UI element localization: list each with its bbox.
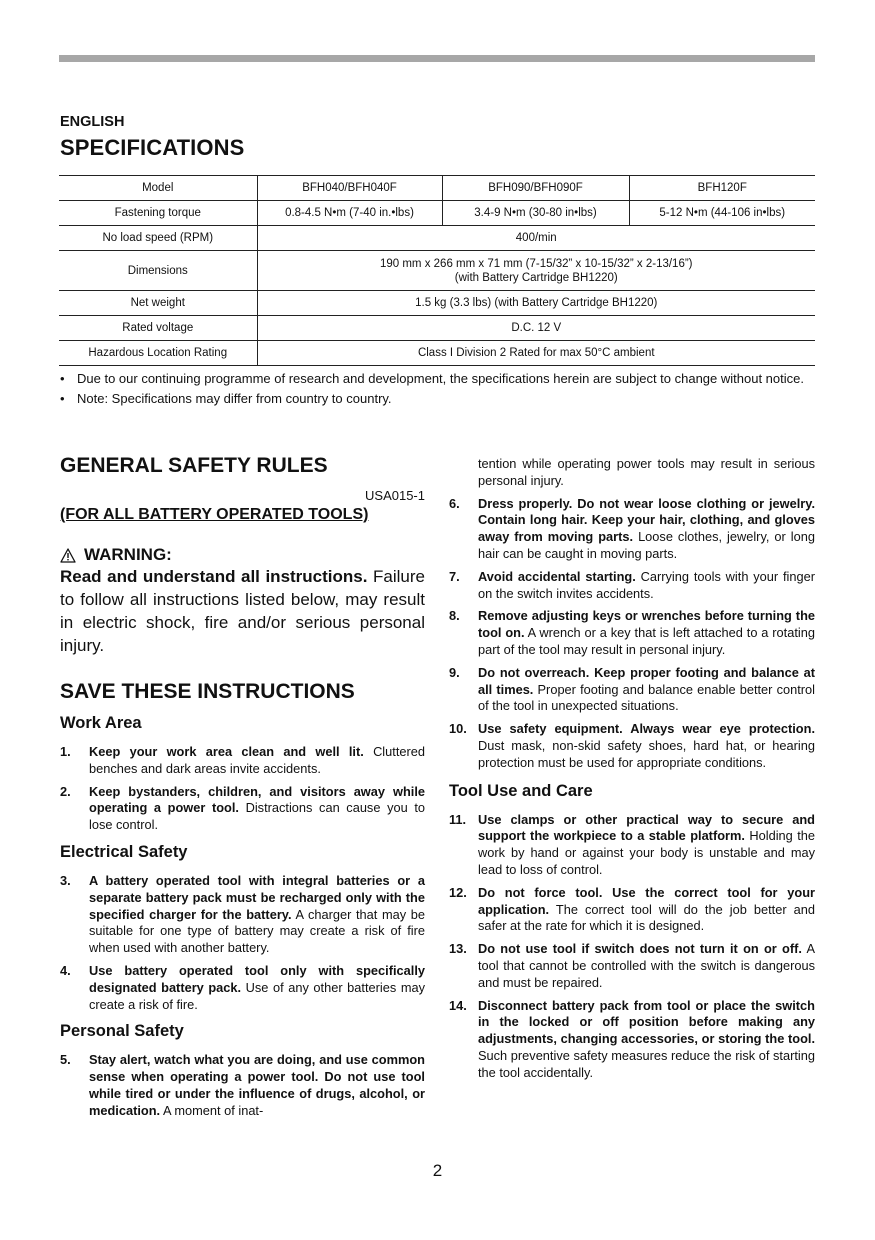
dimensions-line-1: 190 mm x 266 mm x 71 mm (7-15/32” x 10-15/32” x 2-13/16”) — [379, 257, 693, 270]
table-cell: Dimensions — [59, 251, 257, 291]
subtitle: (FOR ALL BATTERY OPERATED TOOLS) — [60, 506, 369, 523]
warning-text — [60, 565, 425, 657]
item-number: 7. — [449, 568, 460, 584]
item-text: A charger that may be suitable for one type of battery may create a risk of fire when used with another battery. — [89, 906, 426, 956]
item-number: 4. — [60, 962, 71, 978]
safety-list — [60, 1052, 425, 1119]
list-item — [449, 721, 815, 771]
table-row — [59, 226, 815, 251]
list-item — [449, 941, 815, 991]
table-cell: 1.5 kg (3.3 lbs) (with Battery Cartridge BH1220) — [257, 291, 815, 316]
table-cell: BFH040/BFH040F — [257, 176, 442, 201]
list-item: • Note: Specifications may differ from country to country. — [59, 390, 815, 407]
table-cell: 400/min — [257, 226, 815, 251]
table-cell: No load speed (RPM) — [59, 226, 257, 251]
table-cell: BFH120F — [629, 176, 815, 201]
page-title: SPECIFICATIONS — [60, 135, 245, 160]
item-lead: Use battery operated tool only with specifically designated battery pack. — [89, 962, 425, 995]
right-column — [449, 456, 815, 1088]
table-cell: Model — [59, 176, 257, 201]
list-item — [60, 873, 425, 957]
list-item — [60, 963, 425, 1013]
item-lead: Avoid accidental starting. — [478, 568, 636, 584]
item-lead: Do not use tool if switch does not turn it on or off. — [478, 941, 802, 957]
table-cell: 3.4-9 N•m (30-80 in•lbs) — [442, 201, 629, 226]
table-cell: D.C. 12 V — [257, 316, 815, 341]
list-item — [449, 998, 815, 1082]
item-text: Such preventive safety measures reduce the risk of starting the tool accidentally. — [478, 1047, 815, 1080]
item-number: 13. — [449, 941, 467, 957]
warning-body: Failure to follow all instructions listed below, may result in electric shock, fire and/or serious personal injury. — [60, 567, 425, 655]
item-number: 6. — [449, 495, 460, 511]
item-number: 8. — [449, 608, 460, 624]
table-cell: BFH090/BFH090F — [442, 176, 629, 201]
item-lead: Do not overreach. Keep proper footing and balance at all times. — [478, 664, 815, 697]
list-item — [60, 744, 425, 778]
item-lead: Keep your work area clean and well lit. — [89, 744, 364, 759]
item-lead: Do not force tool. Use the correct tool for your application. — [478, 884, 815, 917]
header-rule — [59, 55, 815, 62]
item-number: 14. — [449, 997, 467, 1013]
item-lead: Dress properly. Do not wear loose clothing or jewelry. Contain long hair. Keep your hair, clothing, and gloves away from moving parts. — [478, 495, 815, 545]
reference-code: USA015-1 — [365, 488, 425, 503]
item-lead: A battery operated tool with integral batteries or a separate battery pack must be recharged only with the specified charger for the battery. — [89, 872, 425, 922]
item-text: A wrench or a key that is left attached to a rotating part of the tool may result in personal injury. — [478, 625, 815, 657]
list-item: • Due to our continuing programme of research and development, the specifications herein are subject to change without notice. — [59, 370, 815, 387]
item-number: 5. — [60, 1052, 71, 1068]
warning-lead: Read and understand all instructions. — [60, 567, 368, 586]
warning-heading — [60, 545, 425, 565]
list-item — [60, 784, 425, 834]
item-text: Carrying tools with your finger on the switch invites accidents. — [478, 568, 816, 601]
safety-list — [449, 496, 815, 772]
item-number: 10. — [449, 721, 467, 737]
item-lead: Use clamps or other practical way to secure and support the workpiece to a stable platform. — [478, 811, 815, 844]
table-row — [59, 316, 815, 341]
subsection-title: Work Area — [60, 714, 142, 732]
item-lead: Disconnect battery pack from tool or place the switch in the locked or off position before making any adjustments, changing accessories, or storing the tool. — [478, 997, 815, 1047]
item-text: Proper footing and balance enable better control of the tool in unexpected situations. — [478, 681, 815, 714]
item-text: Cluttered benches and dark areas invite accidents. — [89, 744, 425, 776]
item-text: Dust mask, non-skid safety shoes, hard hat, or hearing protection must be used for appropriate conditions. — [478, 737, 815, 770]
item-text: Distractions can cause you to lose control. — [89, 800, 425, 833]
table-row — [59, 176, 815, 201]
list-item — [449, 665, 815, 715]
specifications-table — [59, 175, 815, 366]
item-text: A tool that cannot be controlled with the switch is dangerous and must be repaired. — [478, 941, 815, 990]
table-row — [59, 291, 815, 316]
list-item — [449, 812, 815, 879]
table-row — [59, 251, 815, 291]
item-number: 12. — [449, 884, 467, 900]
table-cell: Class I Division 2 Rated for max 50°C ambient — [257, 341, 815, 366]
subsection-title: Electrical Safety — [60, 842, 188, 861]
item-text: A moment of inat- — [160, 1102, 264, 1118]
left-column — [60, 452, 425, 1126]
item-number: 1. — [60, 744, 71, 759]
table-cell: Rated voltage — [59, 316, 257, 341]
safety-list — [60, 744, 425, 834]
item-lead: Remove adjusting keys or wrenches before turning the tool on. — [478, 608, 815, 641]
item-lead: Use safety equipment. Always wear eye protection. — [478, 721, 815, 737]
item-number: 9. — [449, 664, 460, 680]
list-item — [449, 608, 815, 658]
item-text: Holding the work by hand or against your body is unstable and may lead to loss of control. — [478, 828, 816, 877]
item-lead: Stay alert, watch what you are doing, and use common sense when operating a power tool. Do not use tool while tired or under the influence of drugs, alcohol, or medication. — [89, 1052, 425, 1118]
page-number: 2 — [432, 1161, 443, 1180]
item-text: Use of any other batteries may create a risk of fire. — [89, 979, 425, 1012]
item-lead: Keep bystanders, children, and visitors away while operating a power tool. — [89, 783, 425, 816]
item-number: 2. — [60, 783, 71, 799]
list-item — [449, 496, 815, 563]
warning-icon — [60, 548, 76, 563]
table-row — [59, 341, 815, 366]
subsection-title: Personal Safety — [60, 1022, 184, 1041]
table-cell: 0.8-4.5 N•m (7-40 in.•lbs) — [257, 201, 442, 226]
section-title: SAVE THESE INSTRUCTIONS — [60, 680, 355, 703]
list-item — [449, 569, 815, 603]
safety-list — [449, 812, 815, 1082]
item-text: The correct tool will do the job better and safer at the rate for which it is designed. — [478, 901, 815, 934]
table-cell — [257, 251, 815, 291]
table-cell: Fastening torque — [59, 201, 257, 226]
list-item — [449, 885, 815, 935]
dimensions-line-2: (with Battery Cartridge BH1220) — [454, 271, 618, 284]
item-text: Loose clothes, jewelry, or long hair can be caught in moving parts. — [478, 529, 816, 561]
subsection-title: Tool Use and Care — [449, 781, 593, 800]
table-cell: Hazardous Location Rating — [59, 341, 257, 366]
spec-notes — [59, 370, 815, 410]
item-number: 3. — [60, 872, 71, 888]
table-row — [59, 201, 815, 226]
warning-label: WARNING: — [84, 545, 172, 564]
list-item — [60, 1052, 425, 1119]
item-number: 11. — [449, 811, 467, 827]
table-cell: Net weight — [59, 291, 257, 316]
section-title: GENERAL SAFETY RULES — [60, 454, 328, 477]
safety-list — [60, 873, 425, 1013]
table-cell: 5-12 N•m (44-106 in•lbs) — [629, 201, 815, 226]
language-label: ENGLISH — [60, 114, 125, 130]
item-continuation: tention while operating power tools may result in serious personal injury. — [478, 456, 815, 488]
